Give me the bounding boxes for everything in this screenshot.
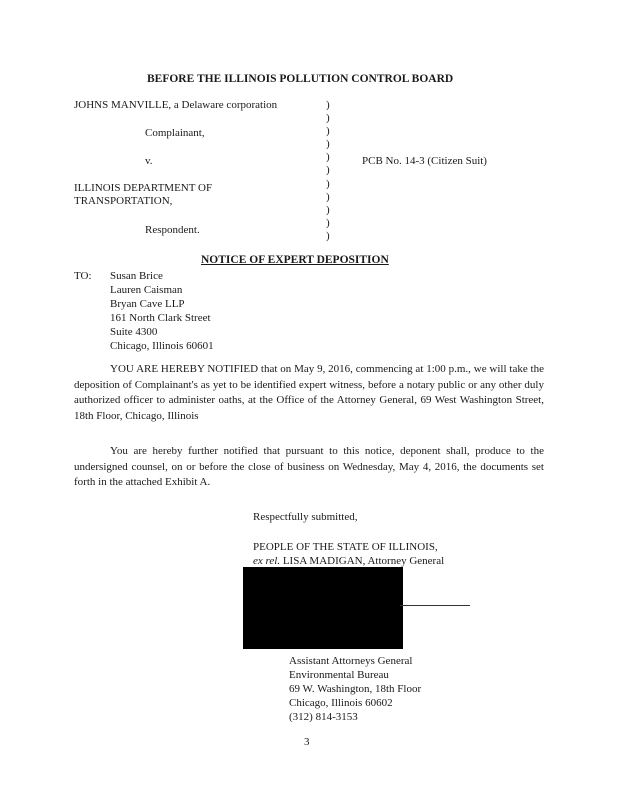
recipient-line: Chicago, Illinois 60601 (110, 340, 214, 352)
page-number: 3 (304, 736, 310, 748)
recipient-line: Bryan Cave LLP (110, 298, 185, 310)
phone-number: (312) 814-3153 (289, 711, 358, 723)
address-line2: Chicago, Illinois 60602 (289, 697, 393, 709)
caption-paren: ) (326, 177, 330, 190)
attorney-general-name: LISA MADIGAN, Attorney General (282, 555, 445, 567)
caption-paren: ) (326, 125, 330, 138)
notice-title: NOTICE OF EXPERT DEPOSITION (201, 254, 389, 266)
caption-paren: ) (326, 229, 330, 242)
to-label: TO: (74, 270, 92, 282)
notice-paragraph: YOU ARE HEREBY NOTIFIED that on May 9, 2016, commencing at 1:00 p.m., we will take the deposition of Complainant's as yet to be identified expert witness, before a notary public or any other duly authorized officer to administer oaths, at the Office of the Attorney General, 69 West Washington Street, 18th Floor, Chicago, Illinois (74, 363, 544, 422)
versus-label: v. (145, 155, 153, 167)
caption-paren: ) (326, 203, 330, 216)
caption-paren: ) (326, 190, 330, 203)
recipient-line: Suite 4300 (110, 326, 158, 338)
recipient-line: Lauren Caisman (110, 284, 183, 296)
caption-paren: ) (326, 99, 330, 111)
party-name: PEOPLE OF THE STATE OF ILLINOIS, (253, 541, 438, 553)
recipient-line: Susan Brice (110, 270, 163, 282)
production-paragraph: You are hereby further notified that pursuant to this notice, deponent shall, produce to the undersigned counsel, on or before the close of business on Wednesday, May 4, 2016, the documents set forth in the attached Exhibit A. (74, 445, 544, 488)
defendant-name-line1: ILLINOIS DEPARTMENT OF (74, 182, 213, 194)
address-line1: 69 W. Washington, 18th Floor (289, 683, 422, 695)
bureau-name: Environmental Bureau (289, 669, 389, 681)
closing-line: Respectfully submitted, (253, 511, 358, 523)
signer-title: Assistant Attorneys General (289, 655, 413, 667)
defendant-role: Respondent. (145, 224, 200, 236)
defendant-name-line2: TRANSPORTATION, (74, 195, 173, 207)
signature-line (400, 605, 470, 606)
caption-paren: ) (326, 164, 330, 177)
board-title: BEFORE THE ILLINOIS POLLUTION CONTROL BOARD (147, 73, 454, 85)
redaction-box (243, 567, 403, 649)
caption-paren: ) (326, 216, 330, 229)
plaintiff-name: JOHNS MANVILLE, a Delaware corporation (74, 99, 278, 111)
ex-rel-label: ex rel. (253, 555, 281, 567)
recipient-line: 161 North Clark Street (110, 312, 211, 324)
plaintiff-role: Complainant, (145, 127, 205, 139)
case-number: PCB No. 14-3 (Citizen Suit) (362, 155, 487, 167)
caption-paren: ) (326, 151, 330, 164)
caption-paren: ) (326, 138, 330, 151)
caption-paren: ) (326, 112, 330, 125)
caption-parentheses (326, 99, 330, 243)
